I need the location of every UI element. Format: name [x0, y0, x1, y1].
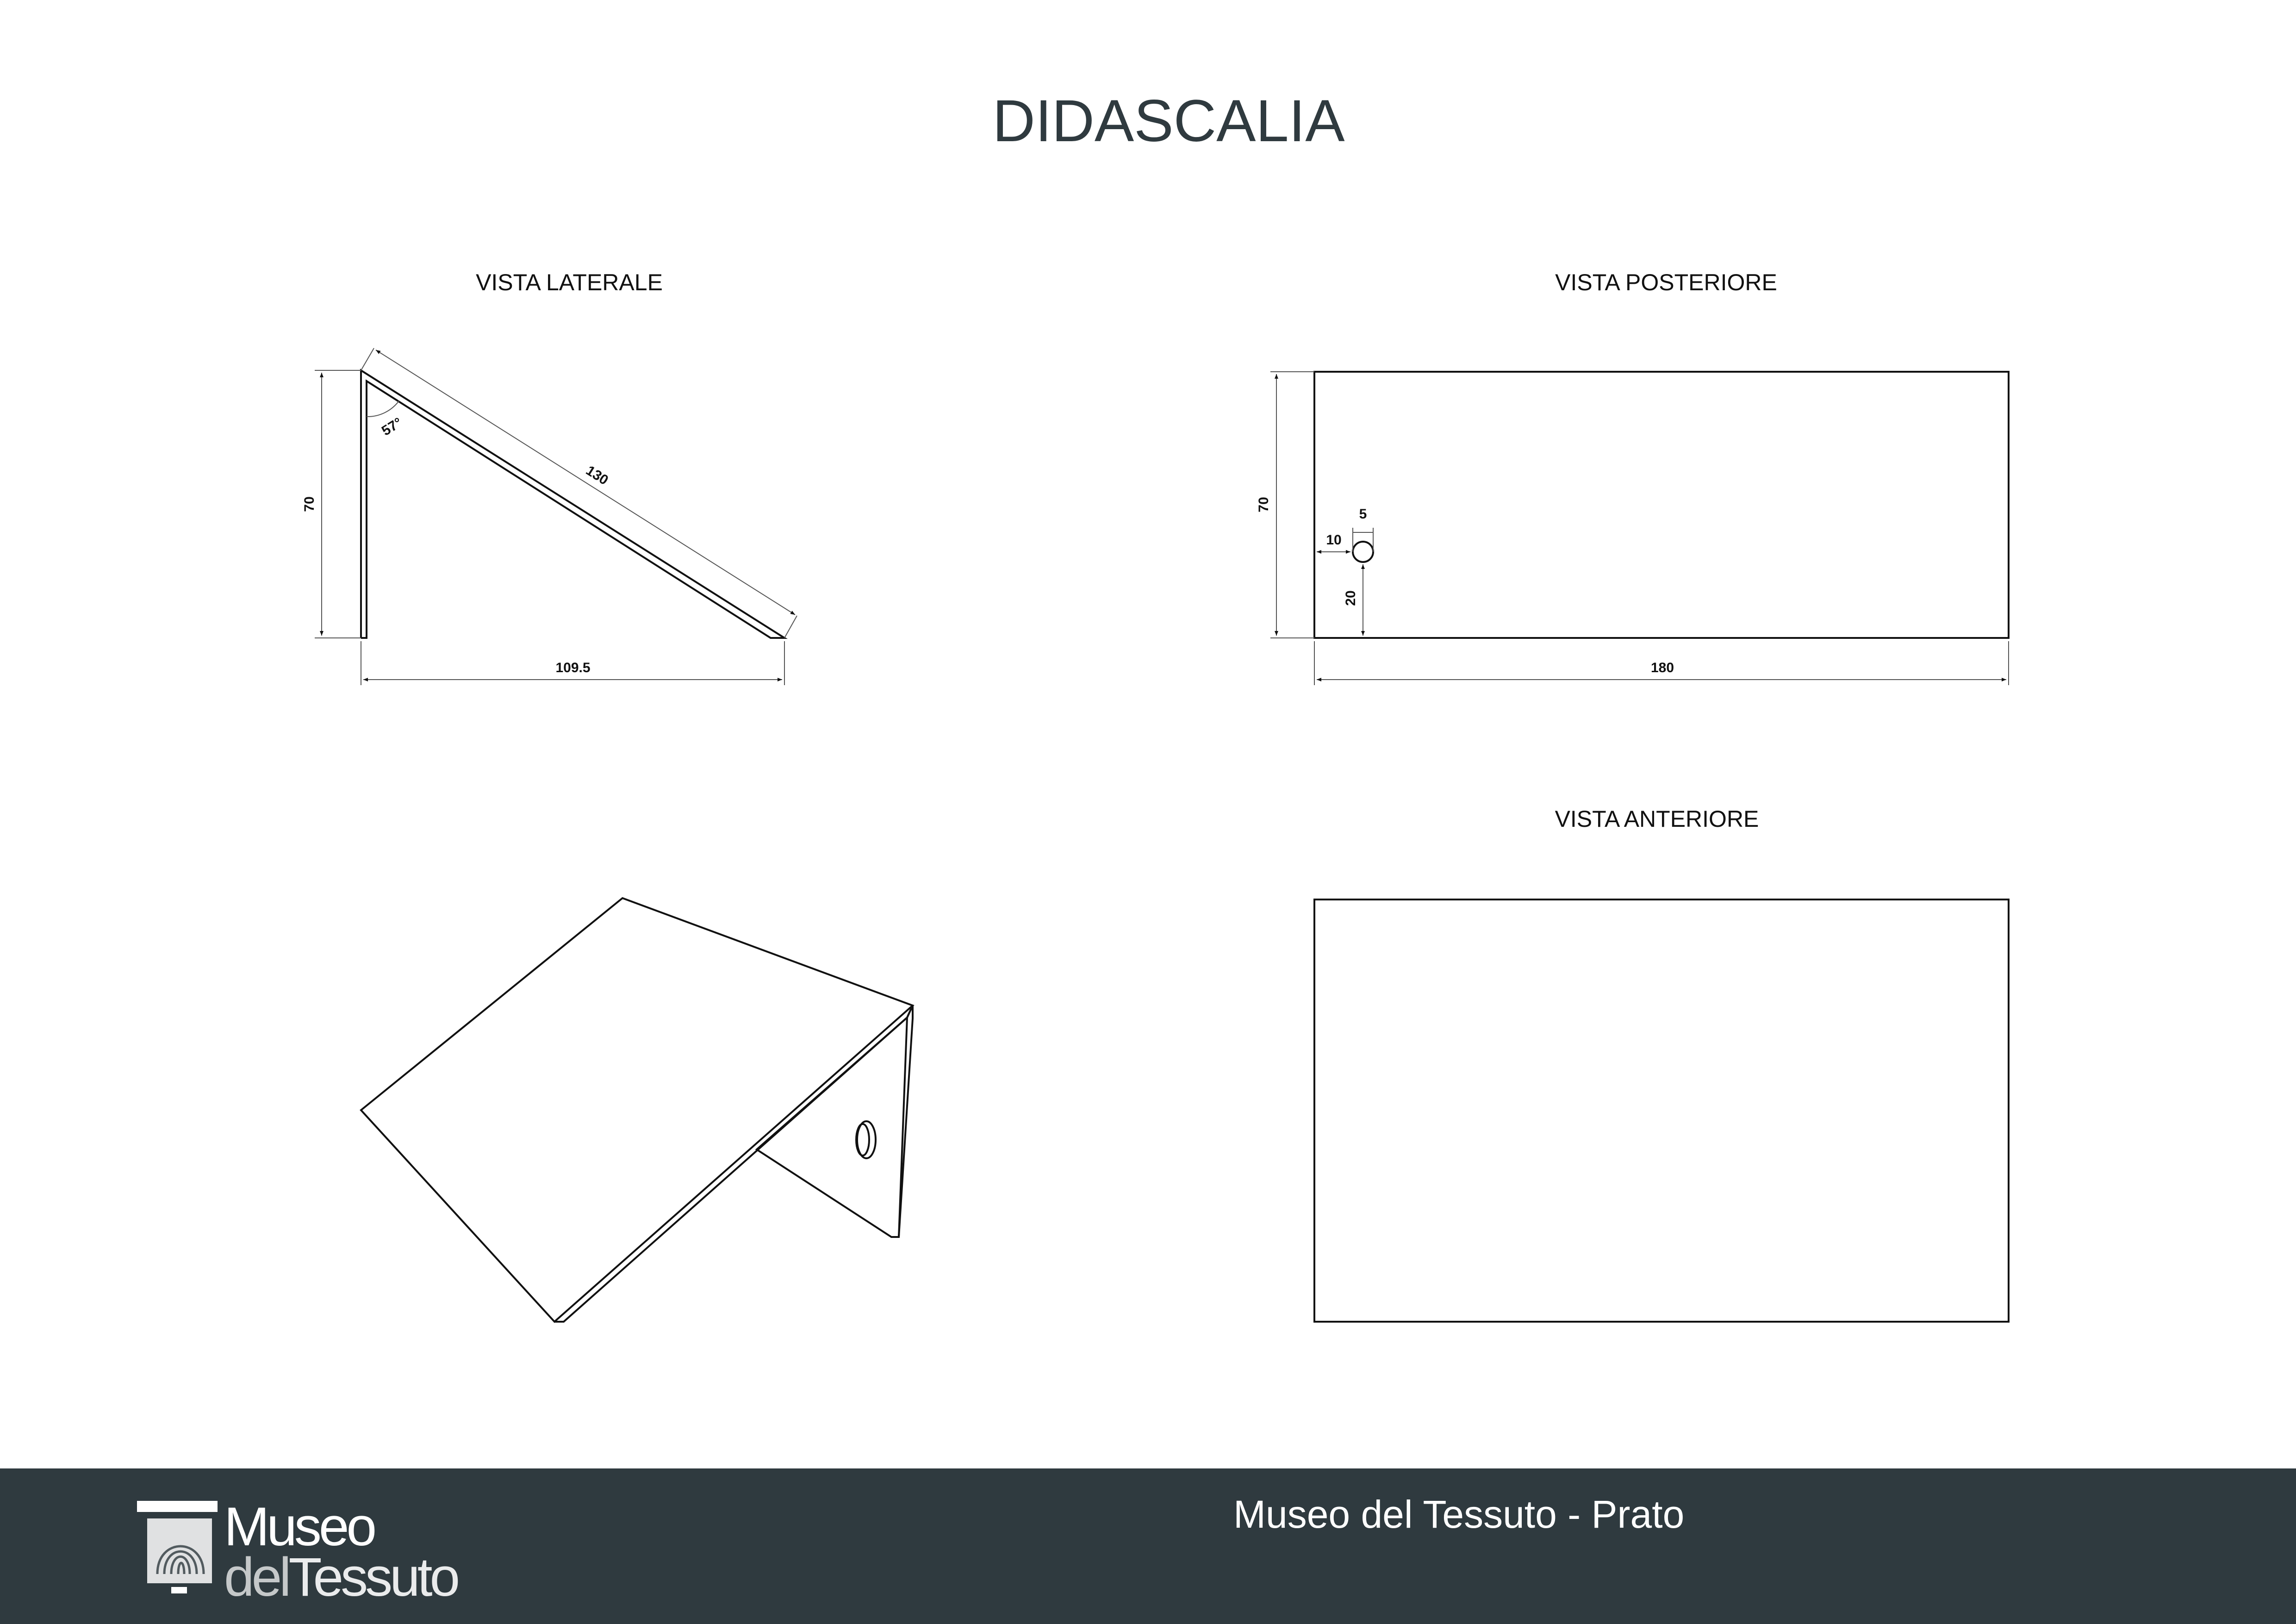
- logo-word-del: del: [224, 1547, 289, 1608]
- lateral-height-dim: 70: [302, 496, 317, 512]
- iso-back-panel: [757, 1006, 913, 1237]
- rear-hole-offset-x-dim: 10: [1326, 532, 1342, 548]
- logo-t-bar: [137, 1501, 218, 1512]
- isometric-view-drawing: [361, 898, 913, 1322]
- lateral-angle-dim: 57°: [379, 414, 405, 439]
- lateral-view-label: VISTA LATERALE: [476, 269, 663, 295]
- front-view-label: VISTA ANTERIORE: [1555, 806, 1759, 832]
- front-plate-outline: [1314, 899, 2009, 1322]
- footer-caption: Museo del Tessuto - Prato: [1233, 1493, 1685, 1536]
- rear-height-dim: 70: [1256, 497, 1271, 512]
- rear-hole-diameter-dim: 5: [1359, 506, 1367, 522]
- rear-hole: [1353, 542, 1373, 562]
- rear-width-dim: 180: [1650, 660, 1674, 675]
- page-title: DIDASCALIA: [992, 88, 1345, 154]
- lateral-angle-arc: [367, 401, 399, 417]
- rear-hole-offset-y-dim: 20: [1343, 590, 1358, 606]
- logo-word-tessuto: Tessuto: [288, 1547, 458, 1608]
- svg-text:delTessuto: [224, 1547, 458, 1608]
- rear-view-drawing: [1256, 372, 2009, 685]
- lateral-base-dim: 109.5: [555, 660, 591, 675]
- lateral-profile-outer: [361, 370, 784, 638]
- lateral-length-dim-line: [376, 350, 795, 615]
- lateral-view-drawing: [302, 348, 797, 685]
- lateral-length-dim: 130: [583, 462, 611, 488]
- logo-word-museo: Museo: [224, 1496, 374, 1557]
- rear-plate-outline: [1314, 372, 2009, 638]
- rear-view-label: VISTA POSTERIORE: [1555, 269, 1777, 295]
